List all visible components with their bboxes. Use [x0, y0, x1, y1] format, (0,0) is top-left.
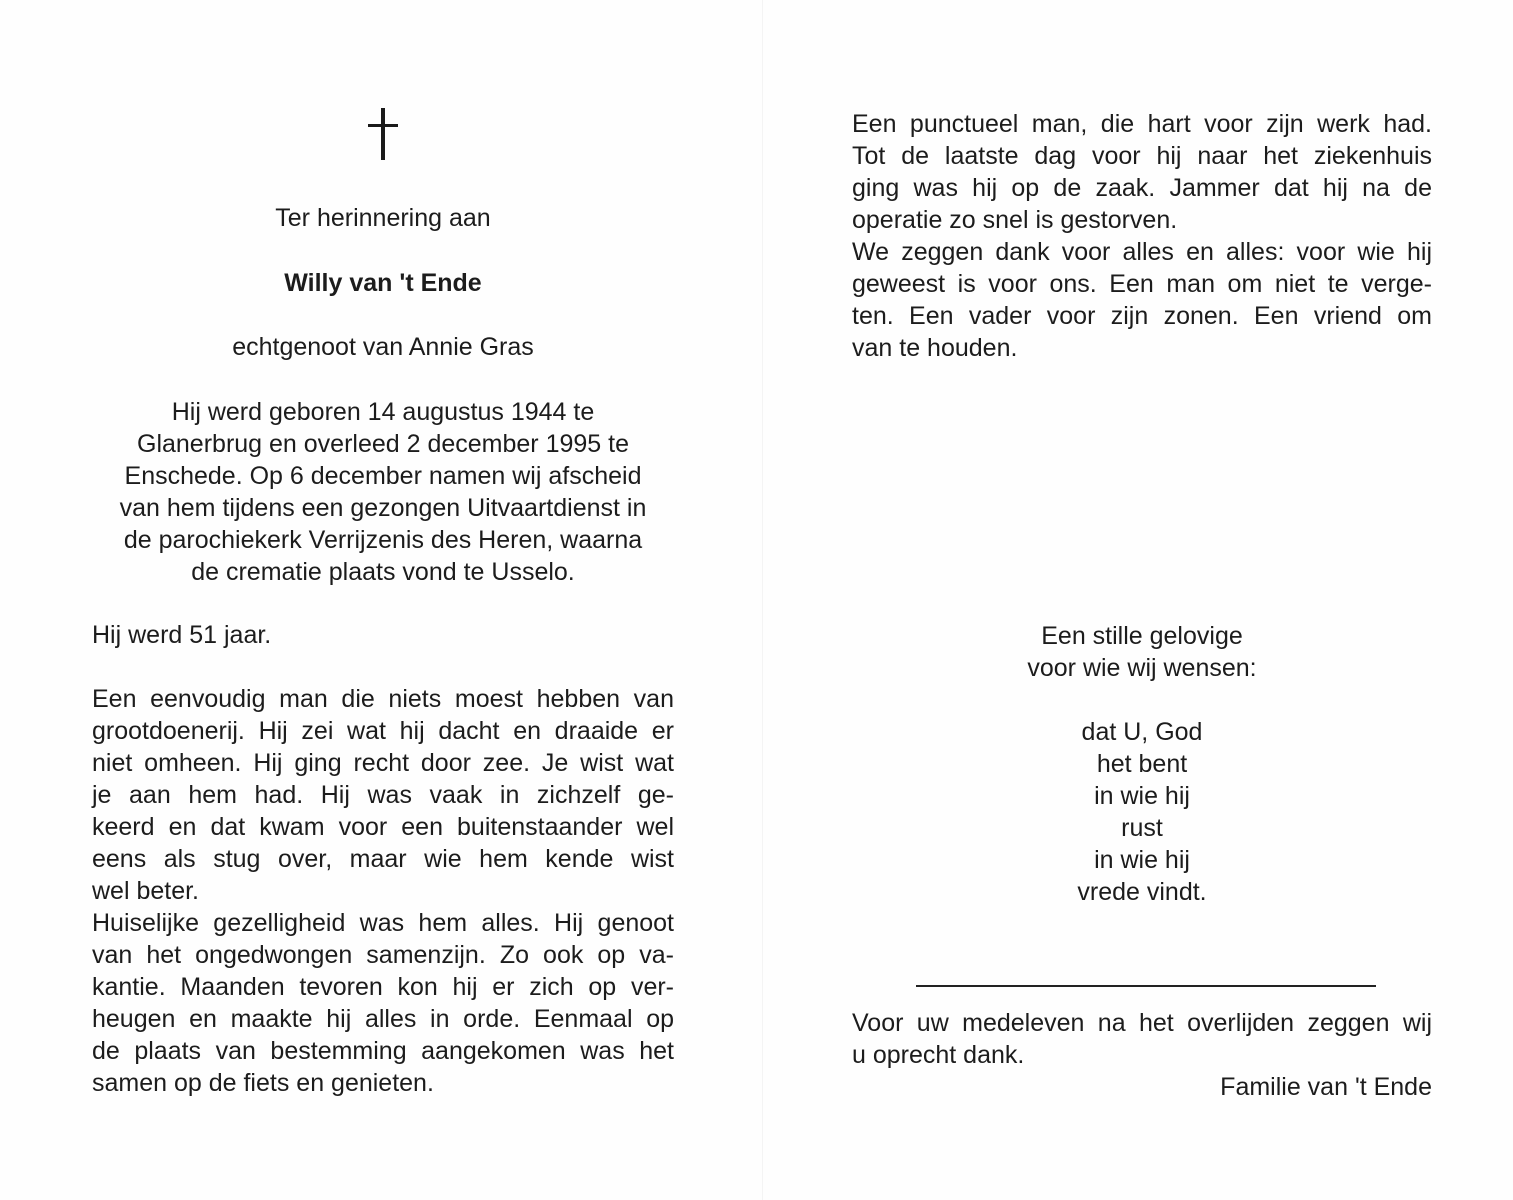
character-paragraph: [92, 683, 674, 1099]
age-text: Hij werd 51 jaar.: [92, 621, 272, 649]
birth-line: Hij werd geboren 14 augustus 1944 te: [171, 398, 595, 426]
paragraph-line: niet omheen. Hij ging recht door zee. Je wist wat: [92, 749, 674, 777]
paragraph-line: geweest is voor ons. Een man om niet te verge-: [852, 270, 1432, 298]
paragraph-line: ging was hij op de zaak. Jammer dat hij na de: [852, 174, 1432, 202]
poem-line: dat U, God: [1081, 718, 1203, 746]
paragraph-line: We zeggen dank voor alles en alles: voor wie hij: [852, 238, 1432, 266]
thanks-text: [852, 1007, 1432, 1071]
birth-line: de parochiekerk Verrijzenis des Heren, waarna: [123, 526, 643, 554]
paragraph-line: van het ongedwongen samenzijn. Zo ook op va-: [92, 941, 674, 969]
paragraph-line: heugen en maakte hij alles in orde. Eenmaal op: [92, 1005, 674, 1033]
birth-line: Enschede. Op 6 december namen wij afscheid: [124, 462, 642, 490]
birth-line: van hem tijdens een gezongen Uitvaartdienst in: [119, 494, 647, 522]
paragraph-line: Een punctueel man, die hart voor zijn werk had.: [852, 110, 1432, 138]
paragraph-line: ten. Een vader voor zijn zonen. Een vriend om: [852, 302, 1432, 330]
poem: [852, 716, 1432, 908]
cross-icon: [368, 108, 398, 160]
birth-line: de crematie plaats vond te Usselo.: [191, 558, 575, 586]
paragraph-line: kantie. Maanden tevoren kon hij er zich op ver-: [92, 973, 674, 1001]
family-signature: Familie van 't Ende: [1220, 1073, 1432, 1101]
paragraph-line: samen op de fiets en genieten.: [92, 1069, 434, 1097]
poem-line: het bent: [1096, 750, 1188, 778]
thanks-line: Voor uw medeleven na het overlijden zeggen wij: [852, 1009, 1432, 1037]
thanks-line: u oprecht dank.: [852, 1041, 1025, 1069]
paragraph-line: operatie zo snel is gestorven.: [852, 206, 1178, 234]
deceased-name: Willy van 't Ende: [284, 269, 482, 297]
paragraph-line: Een eenvoudig man die niets moest hebben van: [92, 685, 674, 713]
intro-text: Ter herinnering aan: [275, 204, 491, 232]
poem-line: in wie hij: [1094, 782, 1190, 810]
birth-line: Glanerbrug en overleed 2 december 1995 te: [137, 430, 629, 458]
separator-line: [916, 985, 1376, 987]
paragraph-line: van te houden.: [852, 334, 1018, 362]
poem-line: in wie hij: [1094, 846, 1190, 874]
poem-intro-line: voor wie wij wensen:: [1027, 654, 1257, 682]
paragraph-line: eens als stug over, maar wie hem kende wist: [92, 845, 674, 873]
paragraph-line: wel beter.: [92, 877, 200, 905]
poem-line: vrede vindt.: [1077, 878, 1207, 906]
poem-intro-line: Een stille gelovige: [1041, 622, 1243, 650]
paragraph-line: keerd en dat kwam voor een buitenstaander wel: [92, 813, 674, 841]
birth-death-text: [92, 396, 674, 588]
fold-line: [762, 0, 763, 1200]
paragraph-line: de plaats van bestemming aangekomen was het: [92, 1037, 674, 1065]
paragraph-line: Tot de laatste dag voor hij naar het ziekenhuis: [852, 142, 1432, 170]
paragraph-line: grootdoenerij. Hij zei wat hij dacht en draaide er: [92, 717, 674, 745]
spouse-text: echtgenoot van Annie Gras: [232, 333, 534, 361]
paragraph-line: je aan hem had. Hij was vaak in zichzelf ge-: [92, 781, 674, 809]
paragraph-line: Huiselijke gezelligheid was hem alles. Hij genoot: [92, 909, 674, 937]
poem-intro: [852, 620, 1432, 684]
poem-line: rust: [1121, 814, 1163, 842]
work-paragraph: [852, 108, 1432, 364]
